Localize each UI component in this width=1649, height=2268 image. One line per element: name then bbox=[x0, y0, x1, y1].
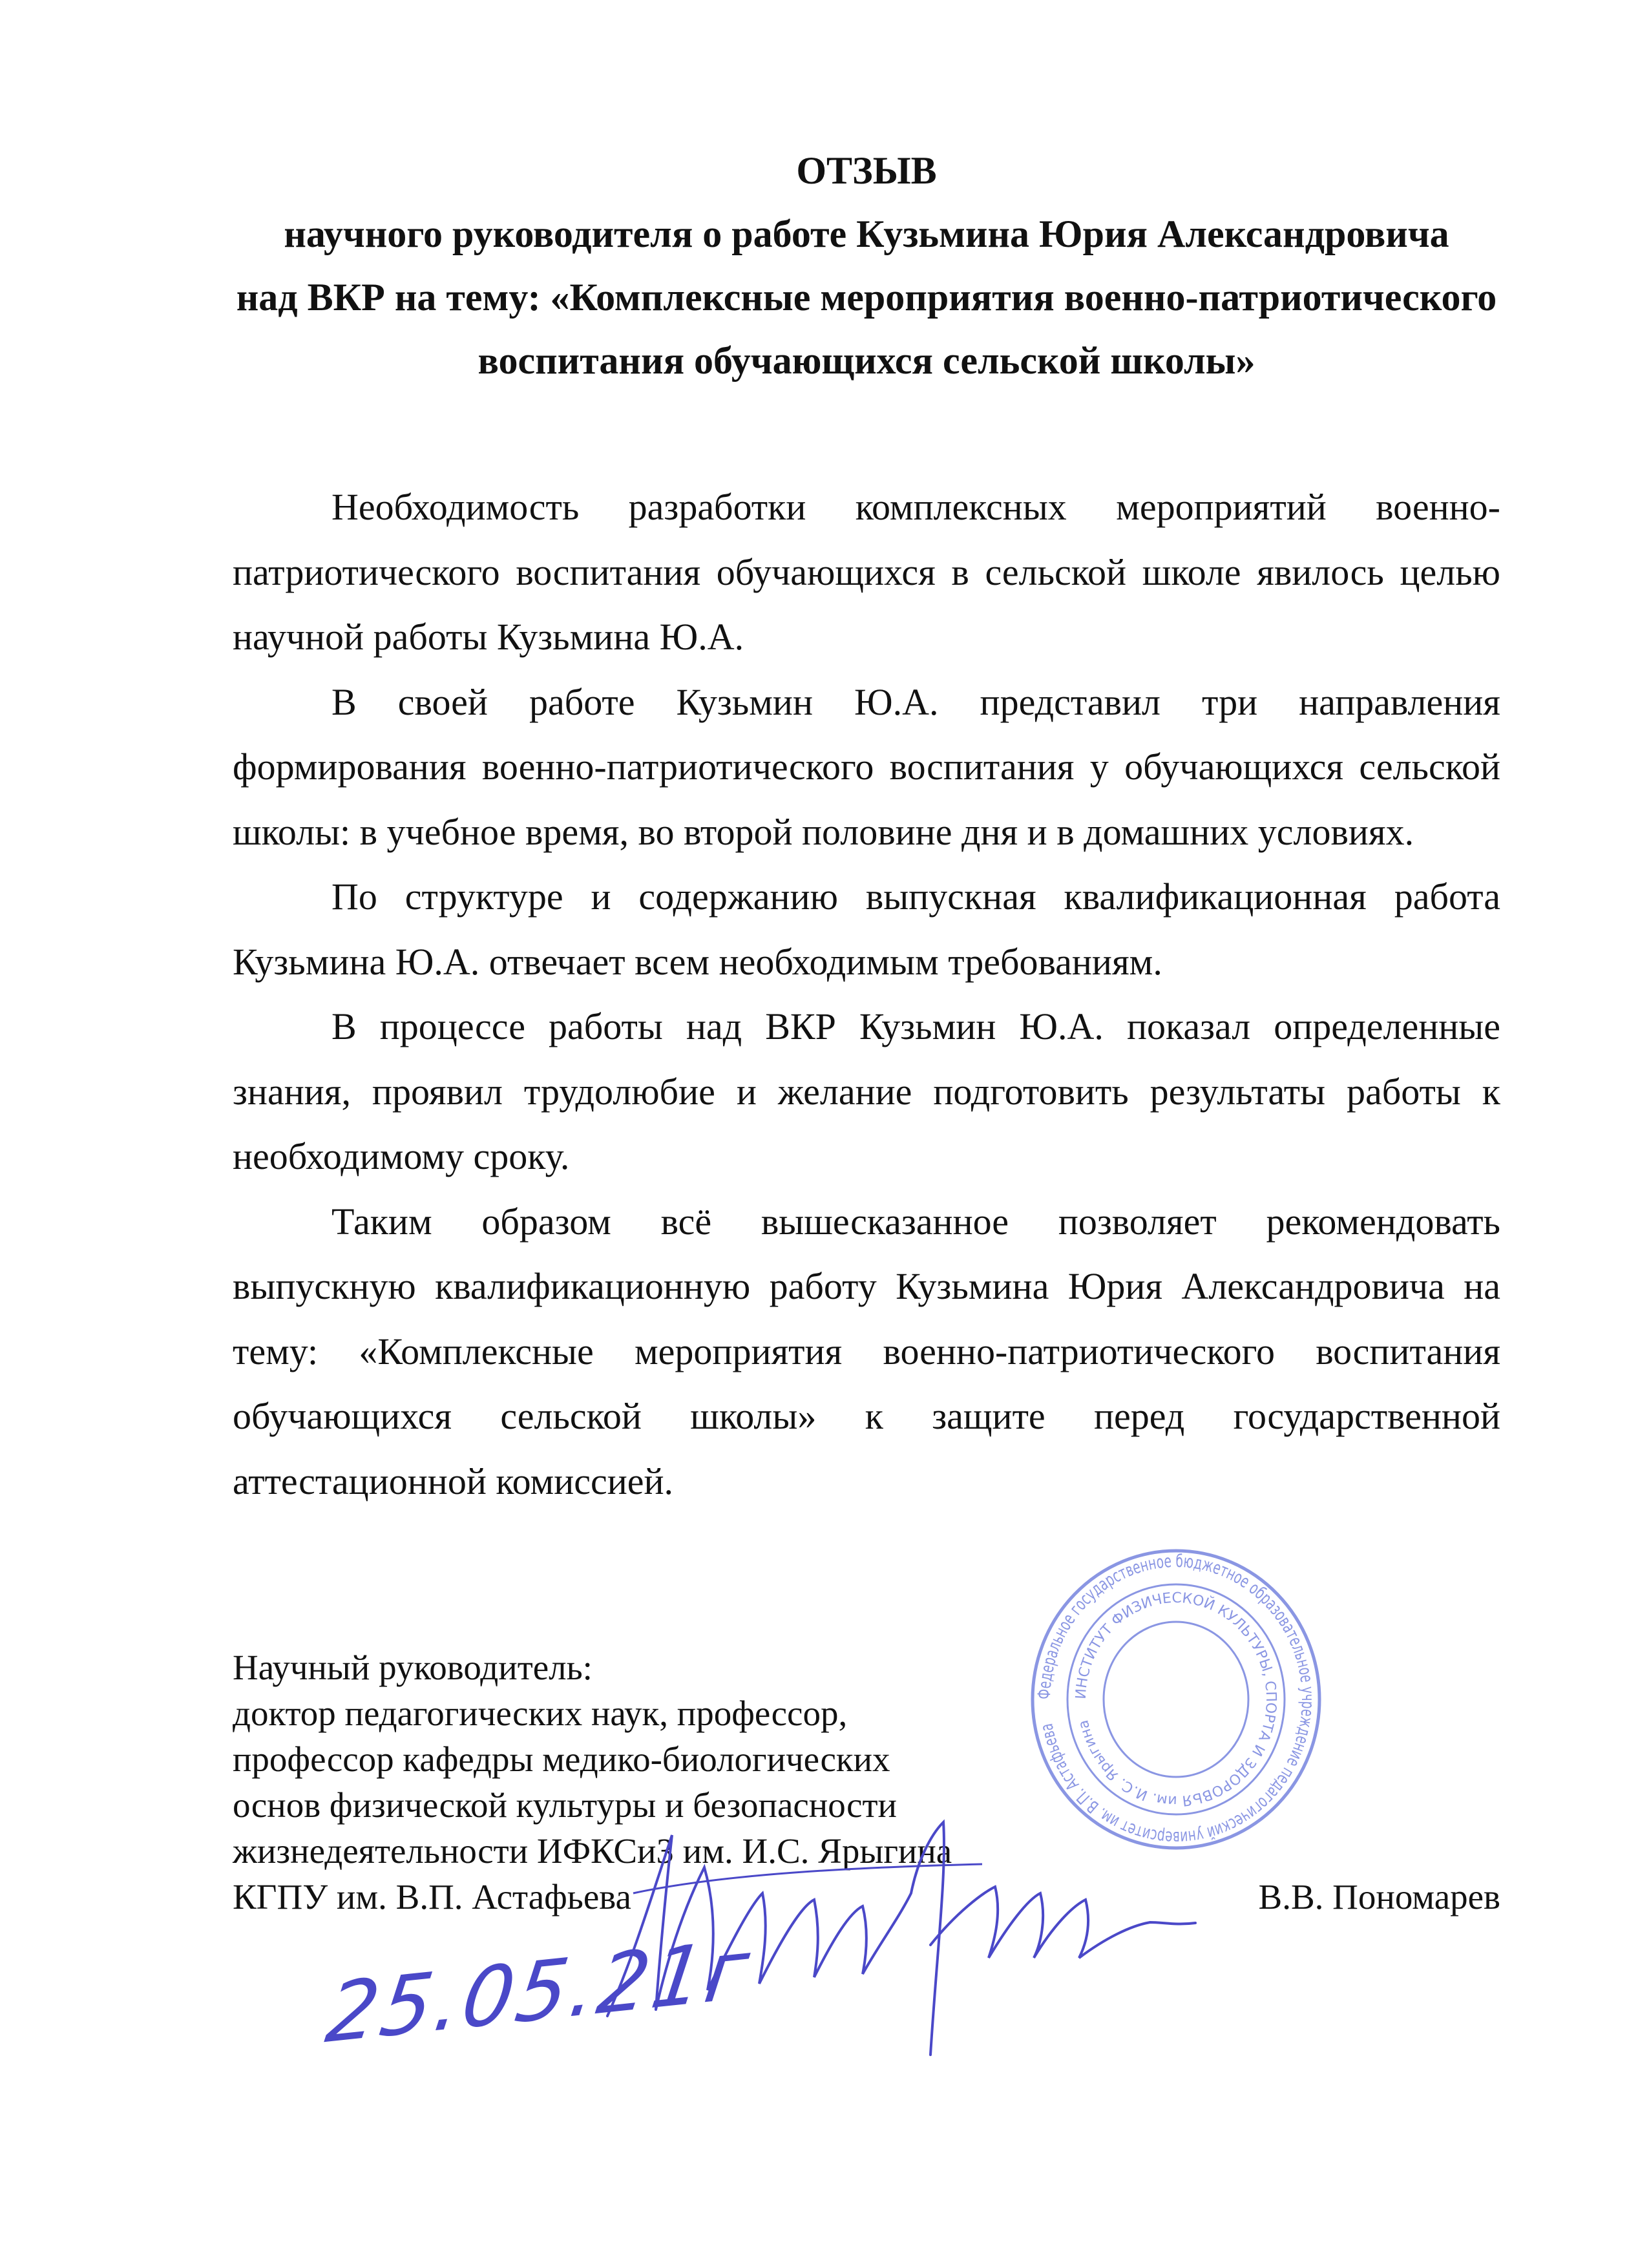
review-body bbox=[233, 475, 1500, 1514]
text-line: обучающихся сельской школы» к защите перед государственной bbox=[233, 1395, 1500, 1437]
header-line: научного руководителя о работе Кузьмина Юрия Александровича bbox=[284, 213, 1449, 255]
text-line: По структуре и содержанию выпускная квалификационная работа bbox=[331, 876, 1500, 918]
stamp-inner-text: ИНСТИТУТ ФИЗИЧЕСКОЙ КУЛЬТУРЫ, СПОРТА И ЗДОРОВЬЯ им. И.С. Ярыгина bbox=[1073, 1590, 1279, 1809]
paragraph-1 bbox=[233, 475, 1500, 670]
signature-line: Научный руководитель: bbox=[233, 1648, 593, 1687]
text-line: знания, проявил трудолюбие и желание подготовить результаты работы к bbox=[233, 1070, 1500, 1113]
document-title: ОТЗЫВ bbox=[796, 149, 937, 192]
signature-line: профессор кафедры медико-биологических bbox=[233, 1739, 890, 1779]
text-line: научной работы Кузьмина Ю.А. bbox=[233, 616, 744, 658]
header-line: воспитания обучающихся сельской школы» bbox=[478, 339, 1255, 382]
text-line: Кузьмина Ю.А. отвечает всем необходимым требованиям. bbox=[233, 940, 1162, 983]
text-line: необходимому сроку. bbox=[233, 1135, 570, 1177]
text-line: выпускную квалификационную работу Кузьмина Юрия Александровича на bbox=[233, 1265, 1500, 1307]
text-line: патриотического воспитания обучающихся в сельской школе явилось целью bbox=[233, 551, 1500, 593]
paragraph-2 bbox=[233, 670, 1500, 865]
stamp-outer-text: Федеральное государственное бюджетное образовательное учреждение педагогический университет им. В.П. Астафьева bbox=[1034, 1551, 1318, 1848]
paragraph-5 bbox=[233, 1190, 1500, 1515]
header-line: над ВКР на тему: «Комплексные мероприятия военно-патриотического bbox=[236, 276, 1497, 319]
document-header bbox=[233, 139, 1500, 392]
handwritten-date: 25.05.21г bbox=[320, 1922, 757, 2062]
paragraph-4 bbox=[233, 994, 1500, 1190]
text-line: школы: в учебное время, во второй половине дня и в домашних условиях. bbox=[233, 810, 1414, 853]
signature-line: КГПУ им. В.П. Астафьева bbox=[233, 1877, 631, 1916]
text-line: В своей работе Кузьмин Ю.А. представил три направления bbox=[331, 680, 1500, 723]
signature-line: жизнедеятельности ИФКСиЗ им. И.С. Ярыгина bbox=[233, 1831, 952, 1871]
text-line: формирования военно-патриотического воспитания у обучающихся сельской bbox=[233, 746, 1500, 788]
signature-line: доктор педагогических наук, профессор, bbox=[233, 1694, 848, 1733]
supervisor-name: В.В. Пономарев bbox=[1258, 1877, 1500, 1916]
text-line: Необходимость разработки комплексных мероприятий военно- bbox=[331, 486, 1500, 528]
text-line: Таким образом всё вышесказанное позволяет рекомендовать bbox=[331, 1200, 1500, 1243]
paragraph-3 bbox=[233, 865, 1500, 994]
signature-line: основ физической культуры и безопасности bbox=[233, 1785, 897, 1825]
text-line: В процессе работы над ВКР Кузьмин Ю.А. показал определенные bbox=[331, 1005, 1500, 1047]
text-line: аттестационной комиссией. bbox=[233, 1460, 674, 1502]
text-line: тему: «Комплексные мероприятия военно-патриотического воспитания bbox=[233, 1330, 1500, 1372]
